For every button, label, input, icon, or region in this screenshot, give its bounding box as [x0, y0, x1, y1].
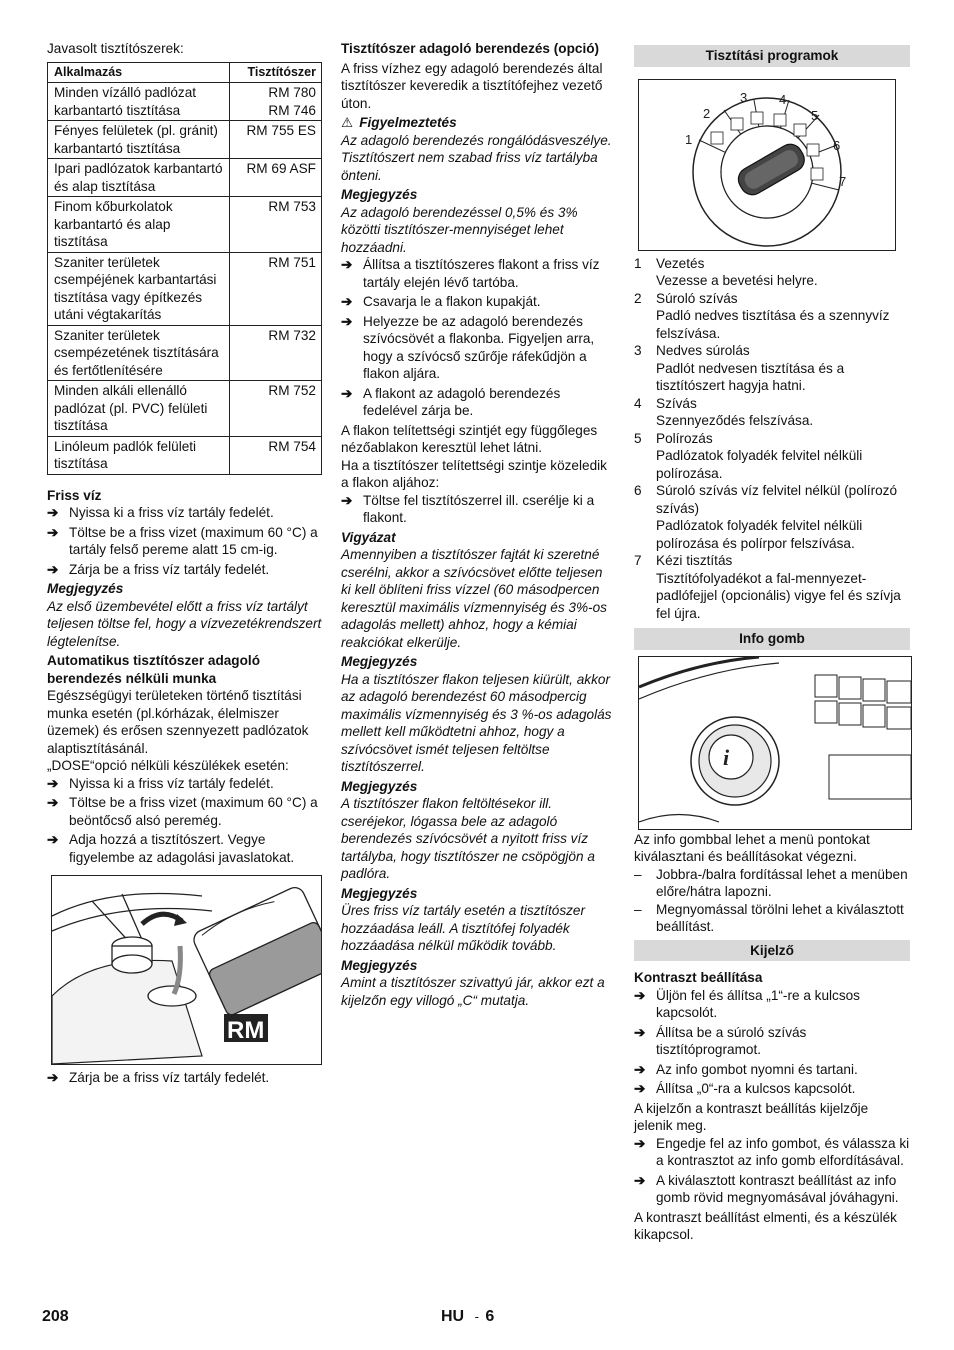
instruction-step	[47, 775, 323, 793]
instruction-step	[47, 794, 323, 829]
info-item-text: Jobbra-/balra fordítással lehet a menüben előre/hátra lapozni.	[656, 866, 908, 899]
agent-cell: RM 751	[230, 252, 322, 325]
note-heading: Megjegyzés	[341, 957, 418, 973]
display-heading: Kijelző	[634, 940, 910, 962]
instruction-step	[634, 1061, 910, 1079]
table-row	[48, 197, 322, 253]
table-row	[48, 325, 322, 381]
program-number: 7	[634, 553, 642, 568]
note-text: Üres friss víz tartály esetén a tisztítószer hozzáadása leáll. A tisztítófej folyadék hozzáadása nélkül működik tovább.	[341, 903, 586, 953]
arrow-icon: ➔	[634, 1172, 646, 1188]
program-description: Szennyeződés felszívása.	[656, 413, 814, 428]
page-number: 208	[42, 1308, 69, 1325]
column-left	[47, 40, 323, 1089]
program-name: Súroló szívás	[656, 290, 738, 306]
dosing-heading: Tisztítószer adagoló berendezés (opció)	[341, 41, 600, 56]
column-right	[634, 45, 910, 1244]
program-dial-figure	[638, 79, 896, 251]
table-row	[48, 381, 322, 437]
application-cell: Linóleum padlók felületi tisztítása	[48, 436, 230, 474]
table-row	[48, 159, 322, 197]
instruction-step	[634, 1080, 910, 1098]
program-number: 3	[634, 343, 642, 358]
arrow-icon: ➔	[47, 524, 59, 540]
program-item	[634, 430, 910, 483]
instruction-step	[341, 313, 616, 383]
step-text: Zárja be a friss víz tartály fedelét.	[69, 561, 270, 577]
arrow-icon: ➔	[47, 775, 59, 791]
arrow-icon: ➔	[341, 294, 353, 309]
program-number: 1	[634, 255, 642, 271]
program-number: 5	[634, 430, 642, 446]
program-item	[634, 482, 910, 552]
note-text: Ha a tisztítószer flakon teljesen kiürült, akkor az adagoló berendezést 60 másodpercig maximális vízmennyiség és 3 %-os adagolás mellett kell működtetni ahhoz, hogy a szívócsövet ismét teljesen feltöltse tisztítószerrel.	[341, 671, 612, 774]
auto-dosing-text: Egészségügyi területeken történő tisztítási munka esetén (pl.kórházak, élelmiszer üzemek) és erősen szennyezett padlózatok alaptisztításánál.	[47, 688, 309, 756]
agent-cell: RM 69 ASF	[230, 159, 322, 197]
program-item	[634, 290, 910, 343]
program-description: Padlózatok folyadék felvitel nélküli polírozása.	[656, 448, 863, 481]
arrow-icon: ➔	[47, 1070, 59, 1085]
table-row	[48, 252, 322, 325]
caution-heading: Vigyázat	[341, 529, 396, 545]
program-number: 2	[634, 290, 642, 306]
arrow-icon: ➔	[341, 257, 353, 272]
instruction-step	[47, 831, 323, 866]
arrow-icon: ➔	[341, 492, 353, 508]
step-text: Állítsa be a súroló szívás tisztítóprogramot.	[656, 1024, 807, 1057]
dose-option-text: „DOSE“opció nélküli készülékek esetén:	[47, 758, 289, 773]
arrow-icon: ➔	[341, 385, 353, 401]
note-text: Az adagoló berendezéssel 0,5% és 3% közötti tisztítószer-mennyiséget lehet hozzáadni.	[341, 204, 578, 255]
program-description: Padló nedves tisztítása és a szennyvíz felszívása.	[656, 308, 890, 341]
arrow-icon: ➔	[47, 832, 59, 847]
contrast-steps-2	[634, 1135, 910, 1207]
note-heading: Megjegyzés	[341, 885, 418, 901]
note-heading: Megjegyzés	[341, 187, 418, 202]
programs-heading: Tisztítási programok	[634, 45, 910, 67]
application-cell: Finom kőburkolatok karbantartó és alap tisztítása	[48, 197, 230, 253]
svg-text:i: i	[723, 744, 730, 770]
note-text: Amint a tisztítószer szivattyú jár, akkor ezt a kijelzőn egy villogó „C“ mutatja.	[341, 975, 605, 1008]
dial-number: 7	[839, 173, 847, 189]
level-text-2: Ha a tisztítószer telítettségi szintje közeledik a flakon aljához:	[341, 457, 607, 490]
application-cell: Ipari padlózatok karbantartó és alap tisztítása	[48, 159, 230, 197]
step-text: Nyissa ki a friss víz tartály fedelét.	[69, 505, 274, 520]
auto-dosing-heading: Automatikus tisztítószer adagoló berendezés nélküli munka	[47, 653, 260, 686]
instruction-step	[341, 256, 616, 291]
arrow-icon: ➔	[634, 1081, 646, 1096]
step-text: A flakont az adagoló berendezés fedelével zárja be.	[363, 385, 561, 418]
instruction-step	[634, 1135, 910, 1170]
instruction-step	[341, 385, 616, 420]
step-text: Üljön fel és állítsa „1“-re a kulcsos kapcsolót.	[656, 987, 860, 1020]
info-button-drawing	[639, 657, 911, 829]
footer-separator: -	[474, 1309, 479, 1324]
page-footer-center	[441, 1308, 494, 1326]
program-description: Padlót nedvesen tisztítása és a tisztítószert hagyja hatni.	[656, 360, 845, 393]
table-header-row	[48, 62, 322, 83]
program-number: 4	[634, 395, 642, 411]
instruction-step	[47, 561, 323, 579]
step-text: Töltse fel tisztítószerrel ill. cserélje ki a flakont.	[363, 492, 595, 525]
step-text: Állítsa „0“-ra a kulcsos kapcsolót.	[656, 1081, 856, 1096]
program-name: Vezetés	[656, 255, 705, 271]
recommended-agents-intro: Javasolt tisztítószerek:	[47, 41, 184, 56]
application-cell: Szaniter területek csempézetének tisztítására és fertőtlenítésére	[48, 325, 230, 381]
table-row	[48, 121, 322, 159]
agent-cell: RM 755 ES	[230, 121, 322, 159]
info-item	[634, 866, 910, 901]
program-name: Polírozás	[656, 430, 713, 446]
note-heading: Megjegyzés	[341, 654, 418, 669]
instruction-step	[341, 293, 616, 311]
contrast-heading: Kontraszt beállítása	[634, 970, 763, 985]
instruction-step	[47, 504, 323, 522]
language-code: HU	[441, 1308, 465, 1325]
level-text: A flakon telítettségi szintjét egy függőleges nézőablakon keresztül lehet látni.	[341, 422, 598, 455]
agent-cell: RM 754	[230, 436, 322, 474]
program-name: Nedves súrolás	[656, 343, 750, 358]
contrast-mid-text: A kijelzőn a kontraszt beállítás kijelzője jelenik meg.	[634, 1100, 869, 1133]
warning-heading-text: Figyelmeztetés	[359, 115, 457, 130]
step-text: Töltse be a friss vizet (maximum 60 °C) a beöntőcső alsó peremég.	[69, 795, 318, 828]
program-item	[634, 552, 910, 622]
info-item	[634, 901, 910, 936]
program-dial-drawing	[639, 80, 895, 250]
arrow-icon: ➔	[47, 561, 59, 577]
program-description: Vezesse a bevetési helyre.	[656, 273, 818, 288]
contrast-steps	[634, 987, 910, 1098]
info-item-text: Megnyomással törölni lehet a kiválasztott beállítást.	[656, 901, 904, 934]
dosing-intro: A friss vízhez egy adagoló berendezés által tisztítószer keveredik a tisztítófejhez vezető úton.	[341, 60, 603, 111]
application-cell: Minden vízálló padlózat karbantartó tisztítása	[48, 83, 230, 121]
note-text: Az első üzembevétel előtt a friss víz tartályt teljesen töltse fel, hogy a vízvezetékrendszert légtelenítse.	[47, 598, 322, 649]
program-name: Súroló szívás víz felvitel nélkül (polírozó szívás)	[656, 483, 898, 516]
arrow-icon: ➔	[341, 313, 353, 329]
column-middle	[341, 40, 616, 1009]
table-header-application: Alkalmazás	[48, 62, 230, 83]
note-text: A tisztítószer flakon feltöltésekor ill. cseréjekor, lógassa bele az adagoló berendezés szívócsövét a nyitott friss víz tartályba, hogy tisztítószer ne csöpögjön a padlóra.	[341, 796, 595, 881]
step-text: Az info gombot nyomni és tartani.	[656, 1061, 858, 1077]
caution-text: Amennyiben a tisztítószer fajtát ki szeretné cserélni, akkor a szívócsövet előtte teljesen ki kell öblíteni friss vízzel (60 másodpercen keresztül maximális vízmennyiség és 3%-os adagolás mellett) ahhoz, hogy a kémiai reakciókat elkerülje.	[341, 547, 607, 650]
instruction-step	[47, 524, 323, 559]
contrast-end-text: A kontraszt beállítást elmenti, és a készülék kikapcsol.	[634, 1209, 897, 1242]
auto-dosing-steps	[47, 775, 323, 867]
arrow-icon: ➔	[47, 505, 59, 520]
footer-page-sub: 6	[485, 1308, 495, 1325]
note-heading: Megjegyzés	[341, 778, 418, 794]
step-text: Nyissa ki a friss víz tartály fedelét.	[69, 775, 274, 791]
table-header-agent: Tisztítószer	[230, 62, 322, 83]
step-text: Zárja be a friss víz tartály fedelét.	[69, 1070, 270, 1085]
step-text: Helyezze be az adagoló berendezés szívócsövét a flakonba. Figyeljen arra, hogy a szívócső szűrője ráfekűdjön a flakon aljára.	[363, 313, 595, 381]
info-button-figure	[638, 656, 912, 830]
level-step	[341, 492, 616, 527]
dial-number: 4	[779, 91, 787, 107]
dial-number: 2	[703, 105, 711, 121]
warning-heading	[341, 114, 616, 132]
refill-drawing	[52, 876, 321, 1064]
dial-number: 3	[740, 89, 748, 105]
step-text: A kiválasztott kontraszt beállítást az info gomb rövid megnyomásával jóváhagyni.	[656, 1172, 899, 1205]
warning-text: Az adagoló berendezés rongálódásveszélye. Tisztítószert nem szabad friss víz tartályba önteni.	[341, 132, 612, 183]
application-cell: Minden alkáli ellenálló padlózat (pl. PVC) felületi tisztítása	[48, 381, 230, 437]
step-text: Engedje fel az info gombot, és válassza ki a kontrasztot az info gomb elfordításával.	[656, 1135, 910, 1168]
warning-icon: ⚠	[341, 115, 354, 130]
agent-cell: RM 752	[230, 381, 322, 437]
instruction-step	[634, 1172, 910, 1207]
close-lid-step	[47, 1069, 323, 1087]
info-text: Az info gombbal lehet a menü pontokat kiválasztani és beállításokat végezni.	[634, 831, 870, 864]
step-text: Állítsa a tisztítószeres flakont a friss víz tartály elején lévő tartóba.	[363, 257, 600, 290]
program-name: Szívás	[656, 395, 697, 411]
arrow-icon: ➔	[47, 795, 59, 810]
program-description: Padlózatok folyadék felvitel nélküli polírozása és polírpor felszívása.	[656, 518, 863, 551]
dash-marker: –	[634, 866, 642, 882]
step-text: Adja hozzá a tisztítószert. Vegye figyelembe az adagolási javaslatokat.	[69, 832, 295, 865]
program-item	[634, 255, 910, 290]
program-name: Kézi tisztítás	[656, 553, 733, 568]
arrow-icon: ➔	[634, 1061, 646, 1077]
refill-illustration	[51, 875, 322, 1065]
program-item	[634, 342, 910, 395]
agent-cell: RM 753	[230, 197, 322, 253]
program-list	[634, 255, 910, 623]
program-number: 6	[634, 483, 642, 498]
dial-number: 6	[833, 137, 841, 153]
arrow-icon: ➔	[634, 987, 646, 1003]
cleaning-agents-table	[47, 62, 322, 475]
arrow-icon: ➔	[634, 1135, 646, 1151]
instruction-step	[634, 987, 910, 1022]
fresh-water-steps	[47, 504, 323, 578]
dial-number: 1	[685, 131, 693, 147]
program-item	[634, 395, 910, 430]
rm-label: RM	[227, 1017, 265, 1044]
arrow-icon: ➔	[634, 1024, 646, 1040]
dash-marker: –	[634, 901, 642, 917]
program-description: Tisztítófolyadékot a fal-mennyezet-padlófejjel (opcionális) vigye fel és szívja fel újra.	[656, 570, 901, 621]
instruction-step	[634, 1024, 910, 1059]
application-cell: Szaniter területek csempéjének karbantartási tisztítása vagy építkezés utáni végtakarítás	[48, 252, 230, 325]
info-items	[634, 866, 910, 936]
step-text: Töltse be a friss vizet (maximum 60 °C) a tartály felső pereme alatt 15 cm-ig.	[69, 524, 318, 557]
table-row	[48, 83, 322, 121]
agent-cell: RM 780 RM 746	[230, 83, 322, 121]
agent-cell: RM 732	[230, 325, 322, 381]
dosing-steps	[341, 256, 616, 420]
fresh-water-heading: Friss víz	[47, 487, 102, 503]
info-button-heading: Info gomb	[634, 628, 910, 650]
step-text: Csavarja le a flakon kupakját.	[363, 294, 541, 309]
dial-number: 5	[811, 107, 819, 123]
note-heading: Megjegyzés	[47, 581, 124, 596]
table-row	[48, 436, 322, 474]
application-cell: Fényes felületek (pl. gránit) karbantartó tisztítása	[48, 121, 230, 159]
